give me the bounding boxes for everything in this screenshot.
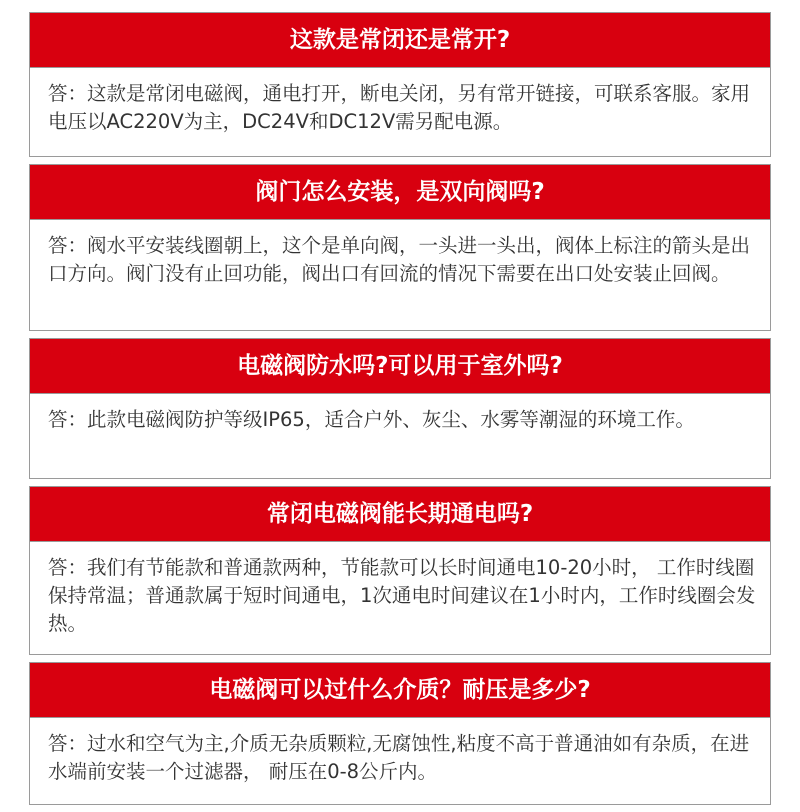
faq-item: [29, 338, 771, 479]
faq-answer: 答：我们有节能款和普通款两种，节能款可以长时间通电10-20小时， 工作时线圈保持常温；普通款属于短时间通电，1次通电时间建议在1小时内，工作时线圈会发热。: [48, 556, 756, 635]
faq-answer: 答：过水和空气为主,介质无杂质颗粒,无腐蚀性,粘度不高于普通油如有杂质，在进水端前安装一个过滤器， 耐压在0-8公斤内。: [48, 732, 750, 783]
faq-question: 电磁阀可以过什么介质？耐压是多少?: [30, 663, 770, 718]
faq-item: [29, 662, 771, 805]
faq-question: 这款是常闭还是常开?: [30, 13, 770, 68]
faq-item: [29, 486, 771, 655]
faq-list: [29, 12, 771, 812]
faq-answer: 答：阀水平安装线圈朝上，这个是单向阀，一头进一头出，阀体上标注的箭头是出口方向。阀门没有止回功能，阀出口有回流的情况下需要在出口处安装止回阀。: [48, 234, 751, 285]
faq-item: [29, 164, 771, 331]
faq-question: 常闭电磁阀能长期通电吗?: [30, 487, 770, 542]
faq-answer: 答：这款是常闭电磁阀，通电打开，断电关闭，另有常开链接，可联系客服。家用电压以AC220V为主，DC24V和DC12V需另配电源。: [48, 82, 751, 133]
faq-item: [29, 12, 771, 157]
faq-answer: 答：此款电磁阀防护等级IP65，适合户外、灰尘、水雾等潮湿的环境工作。: [48, 408, 695, 431]
faq-question: 阀门怎么安装，是双向阀吗?: [30, 165, 770, 220]
faq-question: 电磁阀防水吗?可以用于室外吗?: [30, 339, 770, 394]
